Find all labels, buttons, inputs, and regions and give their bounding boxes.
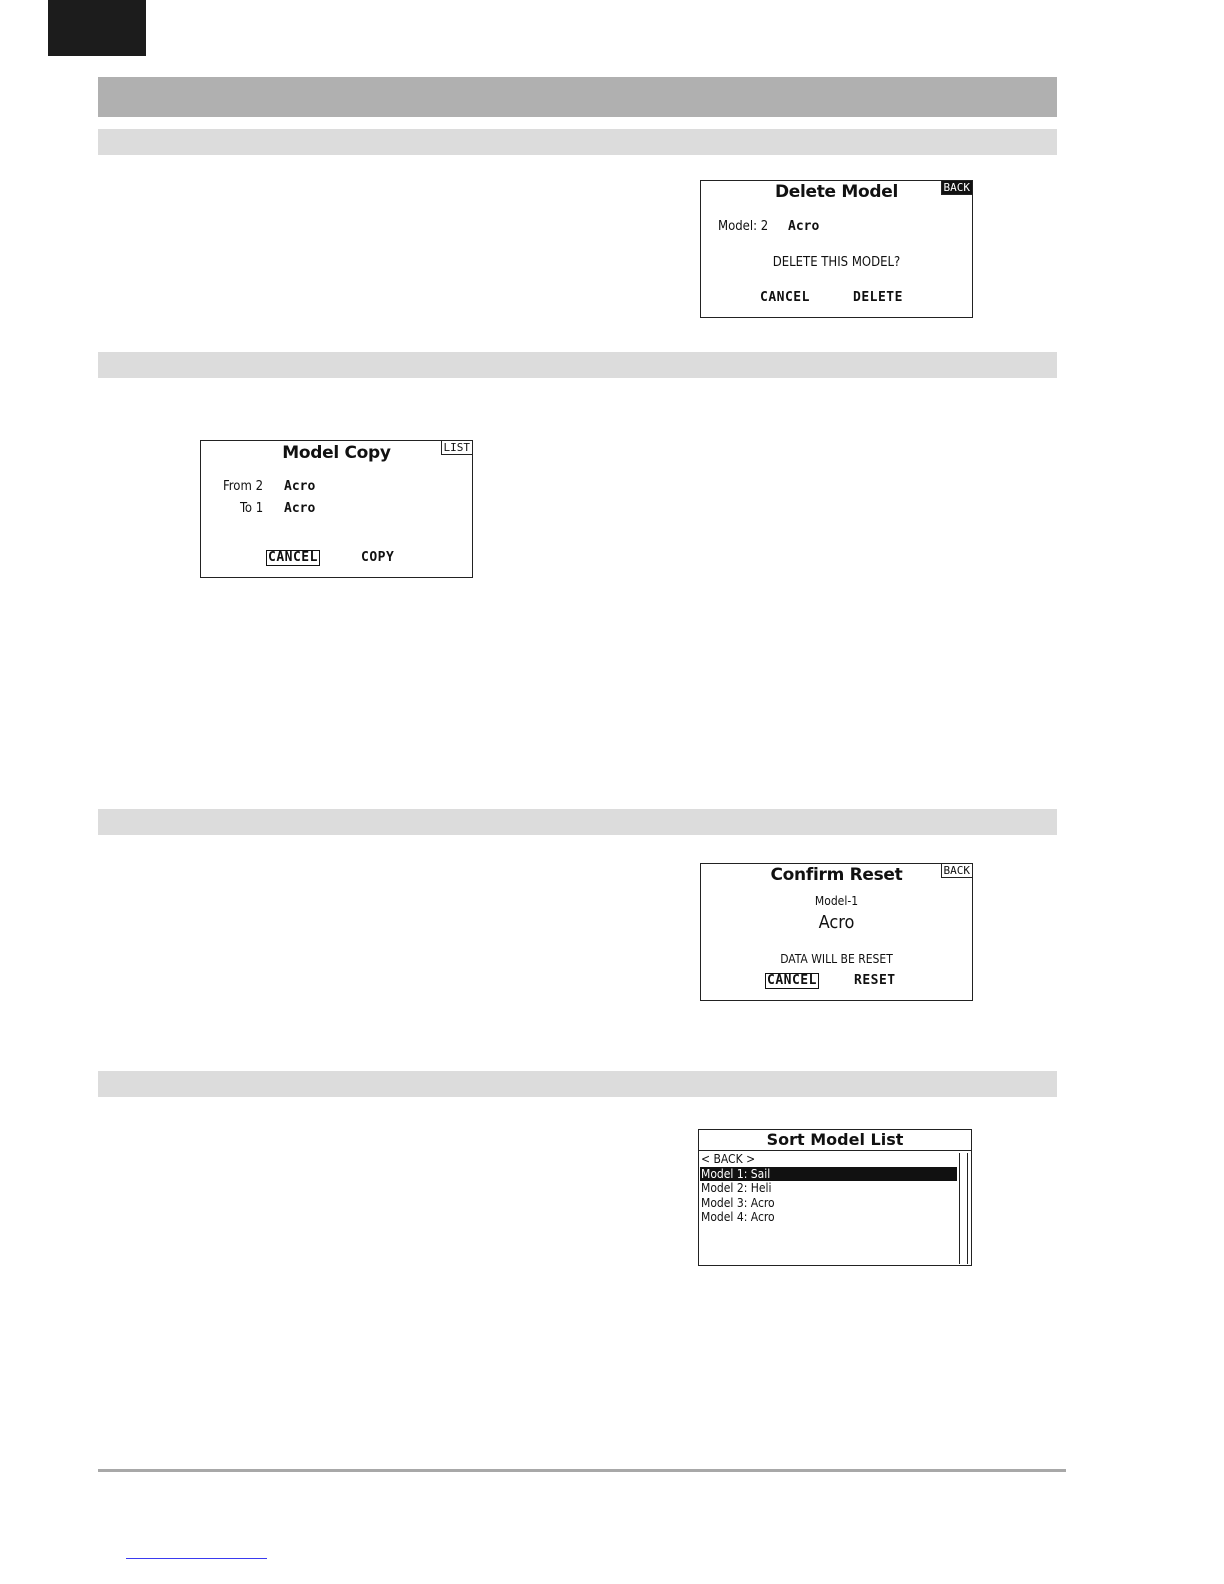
cancel-button[interactable]: CANCEL [760, 290, 810, 305]
to-label: To 1 [240, 501, 264, 516]
list-item[interactable]: Model 2: Heli [701, 1181, 772, 1195]
page-corner-tab [48, 0, 146, 56]
reset-warning: DATA WILL BE RESET [780, 952, 893, 966]
from-label: From 2 [223, 479, 264, 494]
sort-model-list-screen [698, 1129, 972, 1266]
reset-button[interactable]: RESET [854, 973, 896, 988]
delete-prompt: DELETE THIS MODEL? [772, 255, 901, 270]
cancel-button[interactable]: CANCEL [767, 973, 817, 988]
screen-title: Model Copy [282, 443, 391, 463]
list-item[interactable]: Model 3: Acro [701, 1195, 775, 1210]
list-scrollbar[interactable] [959, 1153, 968, 1264]
list-item[interactable]: Model 4: Acro [701, 1210, 775, 1224]
list-badge[interactable]: LIST [441, 440, 474, 455]
screen-title: Confirm Reset [770, 865, 903, 885]
model-copy-screen [200, 440, 473, 578]
list-item[interactable]: Model 1: Sail [700, 1167, 957, 1182]
delete-button[interactable]: DELETE [853, 290, 903, 305]
footer-link-underline [126, 1558, 267, 1559]
model-number-label: Model: 2 [718, 219, 769, 234]
to-model-name[interactable]: Acro [284, 501, 316, 516]
back-list-item[interactable]: < BACK > [701, 1152, 756, 1166]
section-band-model-reset [98, 809, 1057, 835]
back-badge[interactable]: BACK [941, 863, 974, 878]
from-model-name[interactable]: Acro [284, 479, 316, 494]
model-name: Acro [788, 219, 820, 234]
model-number-label: Model-1 [814, 894, 859, 908]
confirm-reset-screen [700, 863, 973, 1001]
copy-button[interactable]: COPY [361, 550, 395, 565]
cancel-button[interactable]: CANCEL [268, 550, 318, 565]
chapter-header-band [98, 77, 1057, 117]
footer-rule [98, 1469, 1066, 1472]
back-badge[interactable]: BACK [941, 180, 974, 195]
model-list [700, 1152, 957, 1225]
screen-title: Delete Model [774, 182, 899, 202]
delete-model-screen [700, 180, 973, 318]
section-band-sort-model-list [98, 1071, 1057, 1097]
model-name: Acro [818, 912, 855, 933]
section-band-delete-model [98, 129, 1057, 155]
screen-title: Sort Model List [699, 1130, 971, 1151]
section-band-model-copy [98, 352, 1057, 378]
